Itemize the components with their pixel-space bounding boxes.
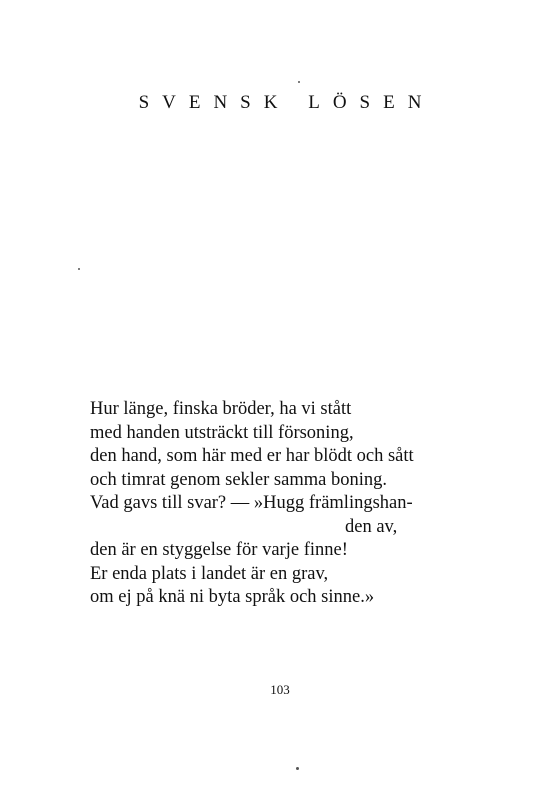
poem-body bbox=[90, 398, 490, 610]
poem-line-continuation: den av, bbox=[345, 516, 398, 537]
print-speck bbox=[298, 81, 300, 83]
poem-line: den hand, som här med er har blödt och sått bbox=[90, 446, 414, 466]
poem-line: Er enda plats i landet är en grav, bbox=[90, 563, 329, 584]
poem-title: SVENSK LÖSEN bbox=[138, 92, 435, 113]
poem-line: den är en styggelse för varje finne! bbox=[90, 540, 348, 560]
poem-line: Vad gavs till svar? — »Hugg främlingshan- bbox=[90, 493, 413, 513]
poem-line: Hur länge, finska bröder, ha vi stått bbox=[90, 399, 352, 419]
poem-line: och timrat genom sekler samma boning. bbox=[90, 469, 387, 490]
poem-line: med handen utsträckt till försoning, bbox=[90, 422, 354, 443]
print-speck bbox=[296, 767, 299, 770]
page-number: 103 bbox=[270, 682, 290, 697]
poem-line: om ej på knä ni byta språk och sinne.» bbox=[90, 587, 375, 607]
print-speck bbox=[78, 268, 80, 270]
